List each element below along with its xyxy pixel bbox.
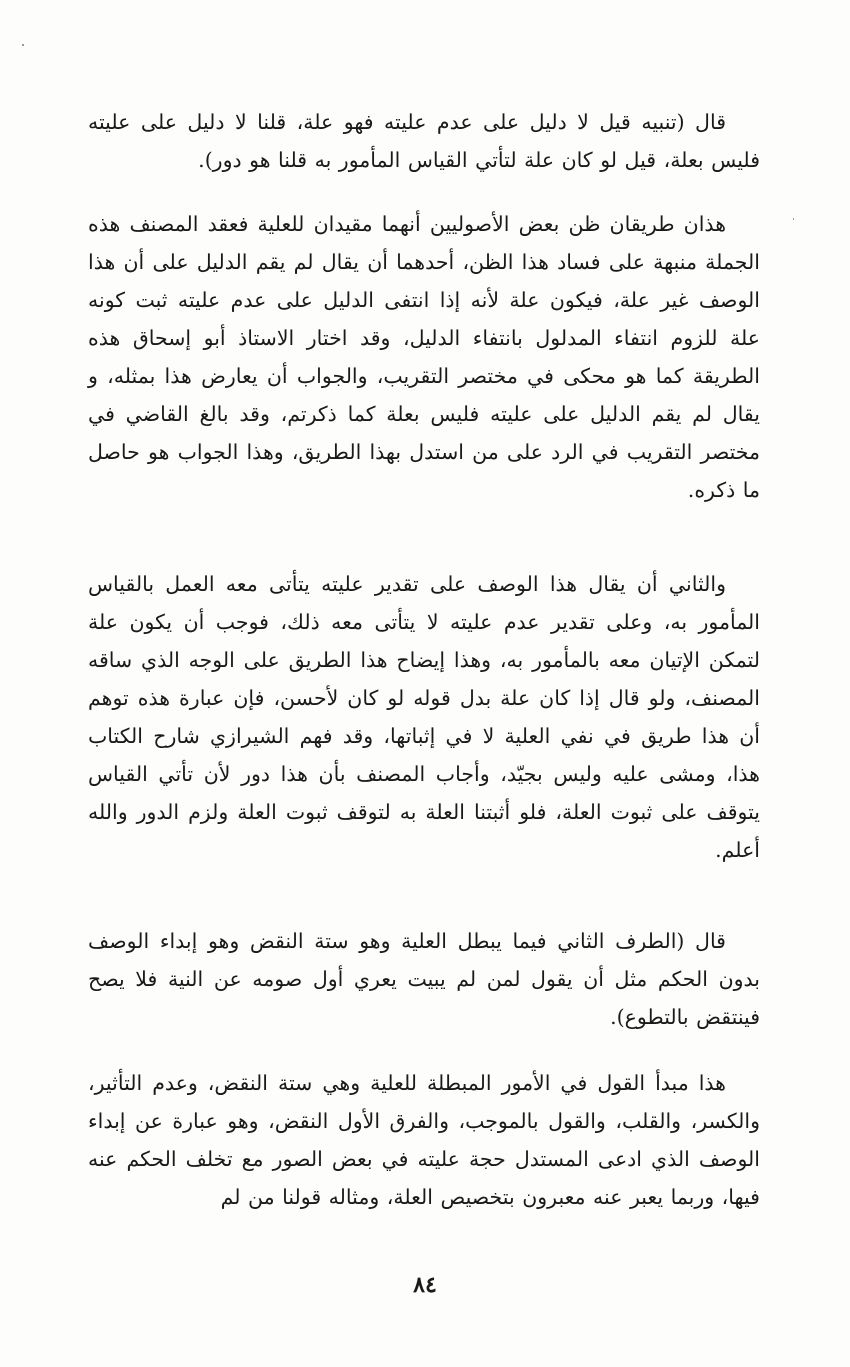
scan-speck xyxy=(793,218,794,220)
paragraph-quote-2 xyxy=(88,922,760,1036)
paragraph-quote-1 xyxy=(88,103,760,179)
scan-speck xyxy=(22,44,24,46)
paragraph-text: هذا مبدأ القول في الأمور المبطلة للعلية وهي ستة النقض، وعدم التأثير، والكسر، والقلب، والقول بالموجب، والفرق الأول النقض، وهو عبارة عن إبداء الوصف الذي ادعى المستدل حجة عليته في بعض الصور مع تخلف الحكم عنه فيها، وربما يعبر عنه معبرون بتخصيص العلة، ومثاله قولنا من لم xyxy=(88,1071,760,1209)
paragraph-text: والثاني أن يقال هذا الوصف على تقدير عليته يتأتى معه العمل بالقياس المأمور به، وعلى تقدير عدم عليته لا يتأتى معه ذلك، فوجب أن يكون علة لتمكن الإتيان معه بالمأمور به، وهذا إيضاح هذا الطريق على الوجه الذي ساقه المصنف، ولو قال إذا كان علة بدل قوله لو كان لأحسن، فإن عبارة هذه توهم أن هذا طريق في نفي العلية لا في إثباتها، وقد فهم الشيرازي شارح الكتاب هذا، ومشى عليه وليس بجيّد، وأجاب المصنف بأن هذا دور لأن تأتي القياس يتوقف على ثبوت العلة، فلو أثبتنا العلة به لتوقف ثبوت العلة ولزم الدور والله أعلم. xyxy=(88,572,760,862)
paragraph-text: قال (تنبيه قيل لا دليل على عدم عليته فهو علة، قلنا لا دليل على عليته فليس بعلة، قيل لو كان علة لتأتي القياس المأمور به قلنا هو دور). xyxy=(88,110,760,172)
paragraph-commentary-1 xyxy=(88,205,760,509)
paragraph-text: هذان طريقان ظن بعض الأصوليين أنهما مقيدان للعلية فعقد المصنف هذه الجملة منبهة على فساد هذا الظن، أحدهما أن يقال لم يقم الدليل على أن هذا الوصف غير علة، فيكون علة لأنه إذا انتفى الدليل على عدم عليته ثبت كونه علة للزوم انتفاء المدلول بانتفاء الدليل، وقد اختار الاستاذ أبو إسحاق هذه الطريقة كما هو محكى في مختصر التقريب، والجواب أن يعارض هذا بمثله، و يقال لم يقم الدليل على عليته فليس بعلة كما ذكرتم، وقد بالغ القاضي في مختصر التقريب في الرد على من استدل بهذا الطريق، وهذا الجواب هو حاصل ما ذكره. xyxy=(88,212,760,502)
paragraph-commentary-2 xyxy=(88,565,760,869)
paragraph-commentary-3 xyxy=(88,1064,760,1216)
page-number: ٨٤ xyxy=(413,1272,437,1298)
paragraph-text: قال (الطرف الثاني فيما يبطل العلية وهو ستة النقض وهو إبداء الوصف بدون الحكم مثل أن يقول لمن لم يبيت يعري أول صومه عن النية فلا يصح فينتقض بالتطوع). xyxy=(88,929,760,1029)
